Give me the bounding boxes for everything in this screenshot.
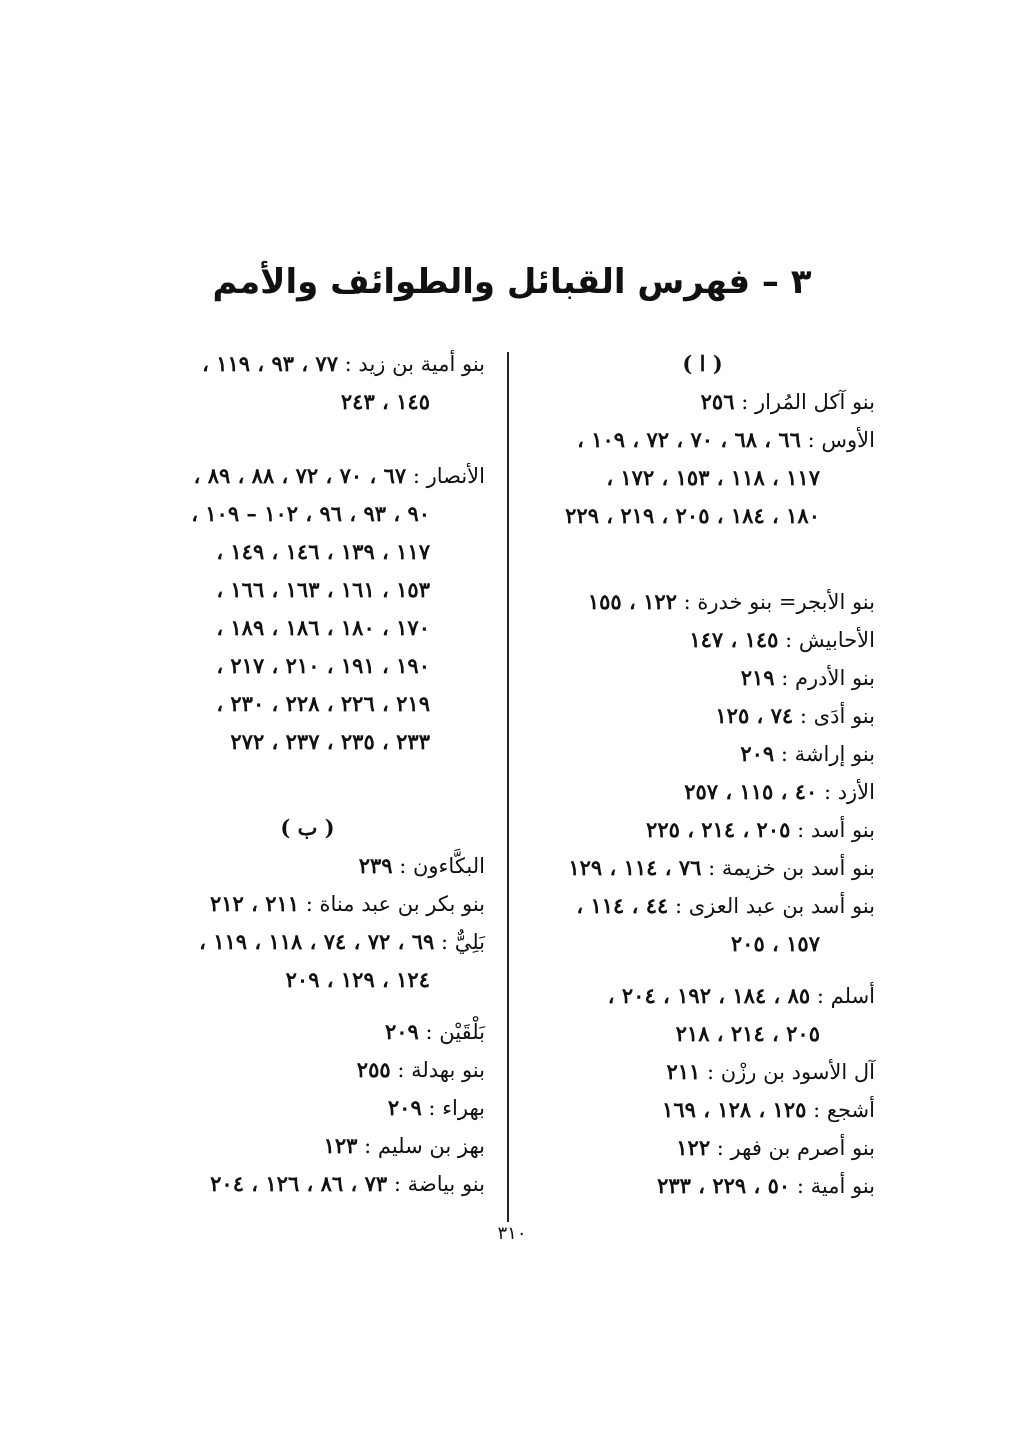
entry-continuation [130,383,485,421]
entry-label: البكَّاءون : [399,854,485,878]
spacer [130,999,485,1013]
page-references: ١٥٧ ، ٢٠٥ [730,931,820,956]
index-entry [130,923,485,961]
page-references: ٢٠٥ ، ٢١٤ ، ٢٢٥ [646,817,791,842]
page-references: ٢٠٩ [387,1095,422,1120]
entry-label: بنو أسد بن خزيمة : [708,856,875,880]
page-references: ٢١٩ ، ٢٢٦ ، ٢٢٨ ، ٢٣٠ ، [216,691,430,716]
entry-continuation [130,571,485,609]
index-column-left [130,345,485,1203]
page-references: ١٢٢ [676,1135,711,1160]
page-references: ١٤٥ ، ٢٤٣ [340,389,430,414]
index-entry [530,773,875,811]
page-references: ١٢٣ [323,1133,358,1158]
page-references: ١٩٠ ، ١٩١ ، ٢١٠ ، ٢١٧ ، [216,653,430,678]
index-entry [530,1053,875,1091]
page-references: ٢١٩ [740,665,775,690]
entry-continuation [530,497,875,535]
entry-label: بنو آكل المُرار : [741,390,875,414]
entry-label: الأزد : [823,780,875,804]
index-entry [530,621,875,659]
page-references: ٢١١ ، ٢١٢ [210,891,300,916]
index-entry [530,697,875,735]
index-entry [130,885,485,923]
entry-label: بنو أسد : [797,818,875,842]
page-references: ٩٠ ، ٩٣ ، ٩٦ ، ١٠٢ – ١٠٩ ، [191,501,430,526]
entry-label: بهراء : [428,1096,485,1120]
index-entry [530,811,875,849]
entry-continuation [130,961,485,999]
index-entry [530,421,875,459]
spacer [130,761,485,809]
index-entry [530,659,875,697]
entry-label: بهز بن سليم : [364,1134,485,1158]
page-references: ٢٥٦ [700,389,735,414]
section-letter-heading: ( ب ) [280,815,335,840]
entry-continuation [130,609,485,647]
page-references: ١٥٣ ، ١٦١ ، ١٦٣ ، ١٦٦ ، [216,577,430,602]
entry-label: بنو بياضة : [393,1172,485,1196]
index-entry [130,1013,485,1051]
page-references: ٢٠٩ [740,741,775,766]
page-references: ٢٠٩ [384,1019,419,1044]
index-entry [130,847,485,885]
index-entry [130,1127,485,1165]
index-entry [530,583,875,621]
column-divider [507,352,509,1222]
spacer [530,535,875,583]
entry-label: بنو أمية : [796,1174,875,1198]
index-entry [530,383,875,421]
entry-label: بنو أمية بن زيد : [344,352,485,376]
entry-label: أشجع : [813,1098,875,1122]
page-references: ٧٤ ، ١٢٥ [715,703,794,728]
page-references: ٤٠ ، ١١٥ ، ٢٥٧ [684,779,818,804]
entry-label: بنو بكر بن عبد مناة : [305,892,485,916]
page-references: ٧٧ ، ٩٣ ، ١١٩ ، [202,351,338,376]
index-entry [530,977,875,1015]
page-title: ٣ – فهرس القبائل والطوائف والأمم [212,262,812,302]
page-references: ٦٧ ، ٧٠ ، ٧٢ ، ٨٨ ، ٨٩ ، [193,463,407,488]
page-references: ٢١١ [666,1059,701,1084]
page-references: ١٨٠ ، ١٨٤ ، ٢٠٥ ، ٢١٩ ، ٢٢٩ [565,503,820,528]
entry-continuation [130,647,485,685]
entry-label: بنو بهدلة : [397,1058,485,1082]
index-entry [530,849,875,887]
page-references: ١١٧ ، ١٣٩ ، ١٤٦ ، ١٤٩ ، [216,539,430,564]
entry-label: بَلِيٌّ : [440,930,485,954]
entry-continuation [130,533,485,571]
index-entry [530,1167,875,1205]
page-references: ٧٣ ، ٨٦ ، ١٢٦ ، ٢٠٤ [210,1171,388,1196]
page-references: ٦٦ ، ٦٨ ، ٧٠ ، ٧٢ ، ١٠٩ ، [577,427,801,452]
entry-continuation [130,685,485,723]
spacer [130,421,485,457]
entry-label: بنو إراشة : [780,742,875,766]
page-references: ٢٥٥ [356,1057,391,1082]
section-letter-heading: ( ا ) [682,351,723,376]
index-entry [130,457,485,495]
index-entry [530,1091,875,1129]
entry-continuation [530,459,875,497]
page-references: ٨٥ ، ١٨٤ ، ١٩٢ ، ٢٠٤ ، [607,983,811,1008]
entry-label: بَلْقَيْن : [425,1020,485,1044]
page-references: ١١٧ ، ١١٨ ، ١٥٣ ، ١٧٢ ، [606,465,820,490]
page-number: ٣١٠ [497,1223,527,1244]
entry-label: بنو أسد بن عبد العزى : [674,894,875,918]
entry-continuation [530,925,875,963]
entry-label: الأوس : [807,428,875,452]
index-entry [530,887,875,925]
entry-label: آل الأسود بن رزْن : [706,1060,875,1084]
spacer [530,963,875,977]
page-references: ٥٠ ، ٢٢٩ ، ٢٣٣ [657,1173,791,1198]
index-entry [130,345,485,383]
page-references: ٤٤ ، ١١٤ ، [576,893,669,918]
entry-label: بنو أدَى : [799,704,875,728]
entry-continuation [130,723,485,761]
page-references: ٧٦ ، ١١٤ ، ١٢٩ [568,855,702,880]
page-references: ١٢٢ ، ١٥٥ [587,589,677,614]
entry-label: الأنصار : [412,464,485,488]
page-references: ١٤٥ ، ١٤٧ [689,627,779,652]
page-references: ٦٩ ، ٧٢ ، ٧٤ ، ١١٨ ، ١١٩ ، [199,929,435,954]
entry-label: بنو الأدرم : [781,666,875,690]
entry-continuation [130,495,485,533]
page-references: ٢٣٩ [358,853,393,878]
page-references: ١٢٤ ، ١٢٩ ، ٢٠٩ [285,967,430,992]
page-references: ٢٣٣ ، ٢٣٥ ، ٢٣٧ ، ٢٧٢ [230,729,430,754]
page-references: ٢٠٥ ، ٢١٤ ، ٢١٨ [675,1021,820,1046]
entry-label: بنو الأبجر= بنو خدرة : [683,590,875,614]
index-entry [130,1051,485,1089]
page-references: ١٧٠ ، ١٨٠ ، ١٨٦ ، ١٨٩ ، [216,615,430,640]
index-entry [130,1165,485,1203]
index-entry [530,735,875,773]
index-entry [530,1129,875,1167]
entry-label: أسلم : [816,984,875,1008]
page-references: ١٢٥ ، ١٢٨ ، ١٦٩ [662,1097,807,1122]
entry-continuation [530,1015,875,1053]
index-column-right [530,345,875,1205]
entry-label: بنو أصرم بن فهر : [716,1136,875,1160]
entry-label: الأحابيش : [785,628,875,652]
index-entry [130,1089,485,1127]
